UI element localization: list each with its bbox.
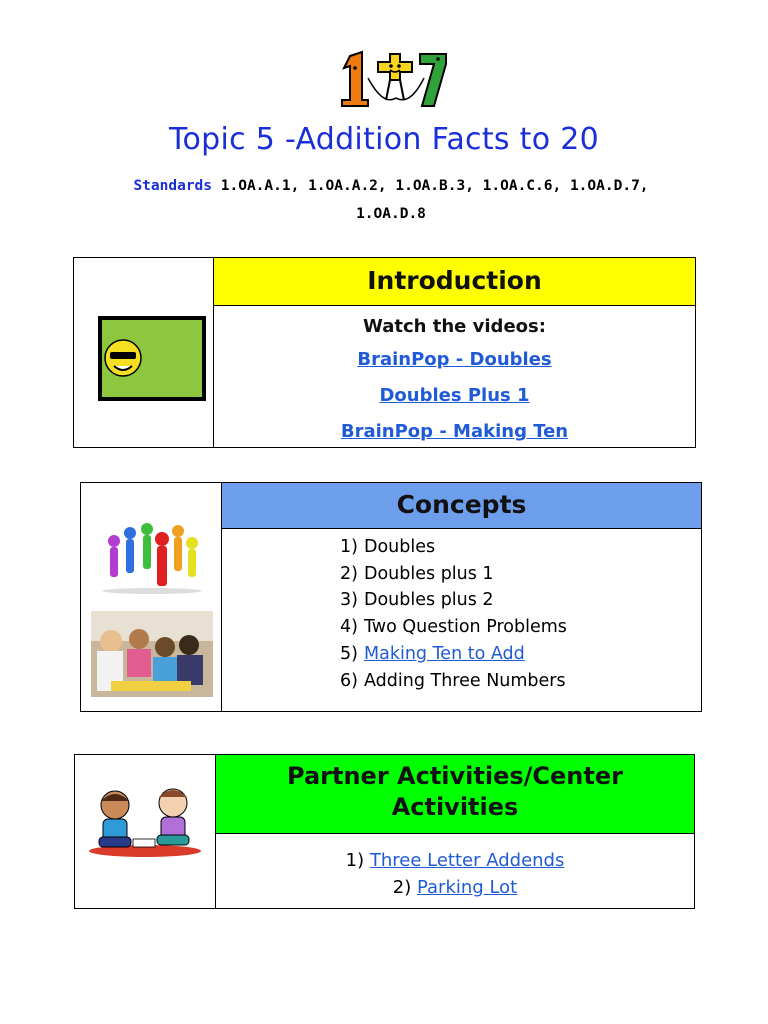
doubles-cartoon-image — [98, 316, 206, 401]
math-logo-image — [338, 48, 450, 110]
standards-label: Standards — [133, 178, 213, 194]
introduction-heading: Introduction — [214, 258, 695, 306]
doubles-plus-1-link[interactable]: Doubles Plus 1 — [379, 385, 530, 406]
parking-lot-link[interactable]: Parking Lot — [416, 877, 518, 898]
concept-item: 3) Doubles plus 2 — [340, 590, 494, 611]
partner-item: 2) Parking Lot — [392, 877, 518, 898]
introduction-body — [214, 306, 695, 447]
concepts-heading: Concepts — [222, 483, 701, 529]
brainpop-making-ten-link[interactable]: BrainPop - Making Ten — [340, 421, 569, 442]
concept-item: 4) Two Question Problems — [340, 617, 567, 638]
concept-item: 2) Doubles plus 1 — [340, 563, 494, 584]
partner-image-cell — [75, 755, 216, 908]
standards-codes-line2: 1.OA.D.8 — [356, 206, 426, 222]
concepts-list — [340, 534, 701, 694]
making-ten-to-add-link[interactable]: Making Ten to Add — [364, 643, 525, 664]
partner-item: 1) Three Letter Addends — [345, 850, 565, 871]
partner-heading: Partner Activities/Center Activities — [216, 755, 694, 834]
standards-list — [96, 172, 686, 228]
partner-activities-section — [74, 754, 695, 909]
concepts-image-cell — [81, 483, 222, 711]
children-playing-game-image — [91, 611, 213, 697]
page-title: Topic 5 -Addition Facts to 20 — [168, 122, 600, 157]
standards-codes-line1: 1.OA.A.1, 1.OA.A.2, 1.OA.B.3, 1.OA.C.6, 1.OA.D.7, — [220, 178, 649, 194]
brainpop-doubles-link[interactable]: BrainPop - Doubles — [357, 349, 552, 370]
introduction-section — [73, 257, 696, 448]
team-figures-image — [92, 511, 212, 595]
concepts-body — [222, 529, 701, 711]
concepts-section — [80, 482, 702, 712]
concept-item: 5) Making Ten to Add — [340, 643, 525, 664]
kids-playing-clipart-image — [85, 775, 205, 861]
concept-item: 6) Adding Three Numbers — [340, 670, 566, 691]
partner-body — [216, 834, 694, 908]
three-letter-addends-link[interactable]: Three Letter Addends — [369, 850, 565, 871]
introduction-image-cell — [74, 258, 214, 447]
watch-videos-text: Watch the videos: — [363, 316, 546, 337]
concept-item: 1) Doubles — [340, 537, 436, 557]
